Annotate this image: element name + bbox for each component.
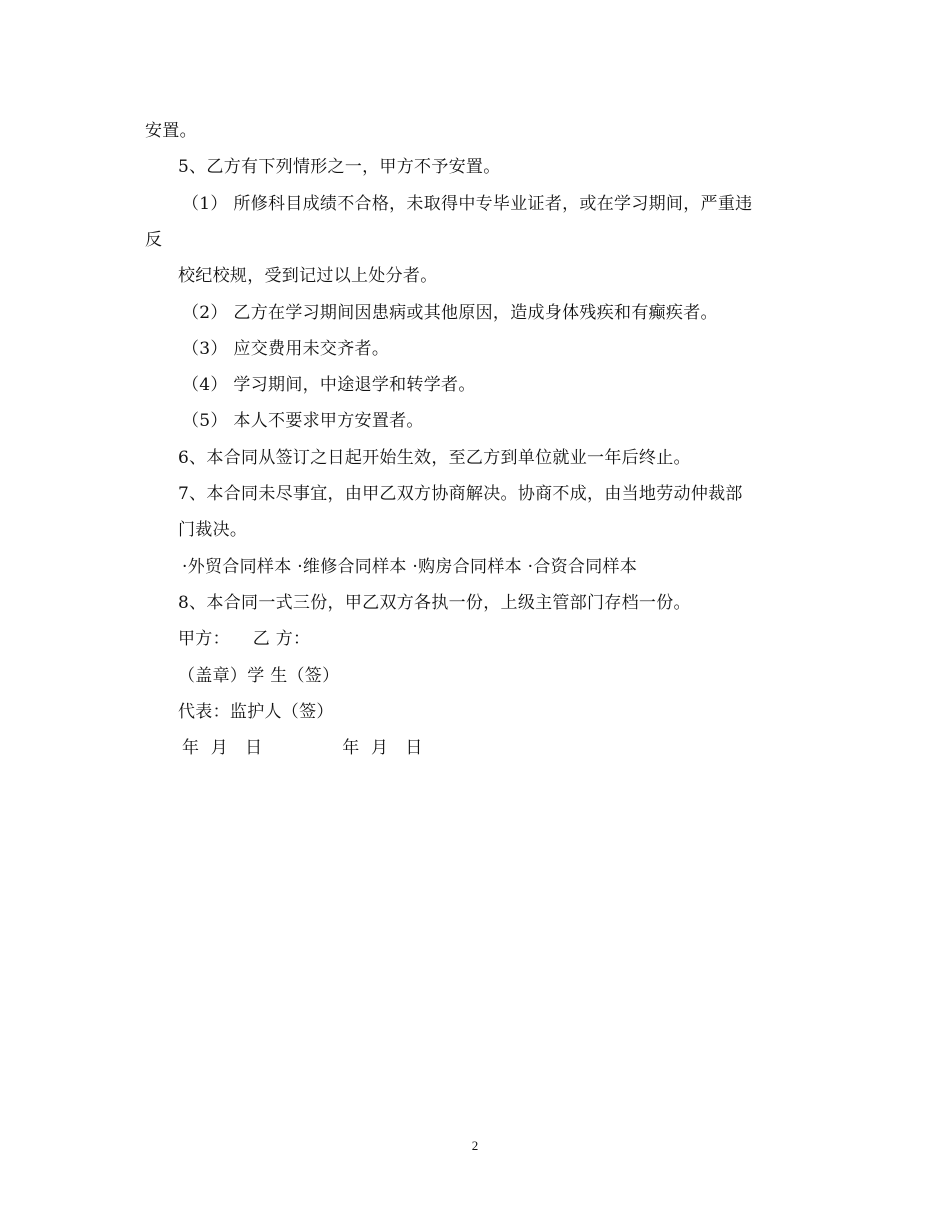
signature-seal-student: （盖章）学 生（签） [178,666,340,686]
clause-5-item-1: （1） 所修科目成绩不合格，未取得中专毕业证者，或在学习期间，严重违 [182,194,753,214]
signature-parties: 甲方： 乙 方： [178,629,311,649]
signature-dates: 年 月 日 年 月 日 [182,738,423,758]
clause-5-item-5: （5） 本人不要求甲方安置者。 [182,411,424,431]
signature-representative-guardian: 代表：监护人（签） [178,702,334,722]
clause-7-cont: 门裁决。 [178,520,248,540]
related-contract-links: ·外贸合同样本 ·维修合同样本 ·购房合同样本 ·合资合同样本 [182,557,638,577]
clause-5-item-1-cont: 校纪校规，受到记过以上处分者。 [178,266,438,286]
clause-5-item-1-wrap: 反 [145,230,163,250]
clause-5-item-2: （2） 乙方在学习期间因患病或其他原因，造成身体残疾和有癫疾者。 [182,303,718,323]
clause-5-item-4: （4） 学习期间，中途退学和转学者。 [182,375,476,395]
clause-7: 7、本合同未尽事宜，由甲乙双方协商解决。协商不成，由当地劳动仲裁部 [178,484,743,504]
clause-8: 8、本合同一式三份，甲乙双方各执一份，上级主管部门存档一份。 [178,593,691,613]
clause-5: 5、乙方有下列情形之一，甲方不予安置。 [178,157,501,177]
page-number: 2 [471,1138,479,1153]
text-line-continuation: 安置。 [145,121,197,141]
clause-5-item-3: （3） 应交费用未交齐者。 [182,339,390,359]
clause-6: 6、本合同从签订之日起开始生效，至乙方到单位就业一年后终止。 [178,448,691,468]
